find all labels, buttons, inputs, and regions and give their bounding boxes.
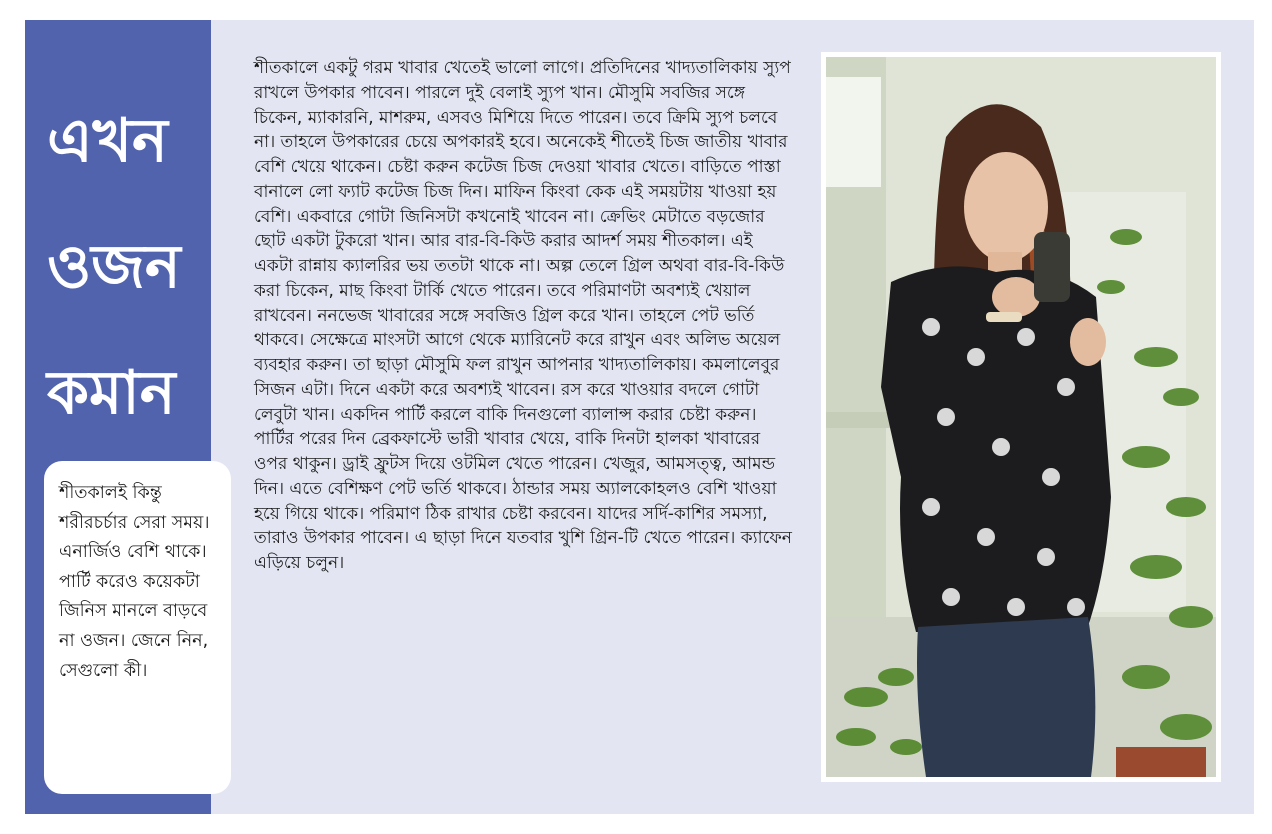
photo-hand (992, 277, 1040, 317)
photo-frame (821, 52, 1221, 782)
photo-jeans (917, 617, 1095, 777)
photo-hand-lower (1070, 318, 1106, 366)
intro-callout-text: শীতকালই কিন্তু শরীরচর্চার সেরা সময়। এনার্জিও বেশি থাকে। পার্টি করেও কয়েকটা জিনিস মানলে বাড়বে না ওজন। জেনে নিন, সেগুলো কী। (59, 483, 210, 681)
photo-bracelet (986, 312, 1022, 322)
headline (47, 78, 207, 456)
headline-line-3: কমান (47, 358, 176, 428)
article-body-text: শীতকালে একটু গরম খাবার খেতেই ভালো লাগে। প্রতিদিনের খাদ্যতালিকায় স্যুপ রাখলে উপকার পাবেন। পারলে দুই বেলাই স্যুপ খান। মৌসুমি সবজির সঙ্গে চিকেন, ম্যাকারনি, মাশরুম, এসবও মিশিয়ে দিতে পারেন। তবে ক্রিমি স্যুপ চলবে না। তাহলে উপকারের চেয়ে অপকারই হবে। অনেকেই শীতেই চিজ জাতীয় খাবার বেশি খেয়ে থাকেন। চেষ্টা করুন কটেজ চিজ দেওয়া খাবার খেতে। বাড়িতে পাস্তা বানালে লো ফ্যাট কটেজ চিজ দিন। মাফিন কিংবা কেক এই সময়টায় খাওয়া হয় বেশি। একবারে গোটা জিনিসটা কখনোই খাবেন না। ক্রেভিং মেটাতে বড়জোর ছোট একটা টুকরো খান। আর বার-বি-কিউ করার আদর্শ সময় শীতকাল। এই একটা রান্নায় ক্যালরির ভয় ততটা থাকে না। অল্প তেলে গ্রিল অথবা বার-বি-কিউ করা চিকেন, মাছ কিংবা টার্কি খেতে পারেন। তবে পরিমাণটা অবশ্যই খেয়াল রাখবেন। ননভেজ খাবারের সঙ্গে সবজিও গ্রিল করে খান। তাহলে পেট ভর্তি থাকবে। সেক্ষেত্রে মাংসটা আগে থেকে ম্যারিনেট করে রাখুন এবং অলিভ অয়েল ব্যবহার করুন। তা ছাড়া মৌসুমি ফল রাখুন আপনার খাদ্যতালিকায়। কমলালেবুর সিজন এটা। দিনে একটা করে অবশ্যই খাবেন। রস করে খাওয়ার বদলে গোটা লেবুটা খান। একদিন পার্টি করলে বাকি দিনগুলো ব্যালান্স করার চেষ্টা করুন। পার্টির পরের দিন ব্রেকফাস্টে ভারী খাবার খেয়ে, বাকি দিনটা হালকা খাবারের ওপর থাকুন। ড্রাই ফ্রুটস দিয়ে ওটমিল খেতে পারেন। খেজুর, আমসত্ত্ব, আমন্ড দিন। এতে বেশিক্ষণ পেট ভর্তি থাকবে। ঠান্ডার সময় অ্যালকোহলও বেশি খাওয়া হয়ে গিয়ে থাকে। পরিমাণ ঠিক রাখার চেষ্টা করবেন। যাদের সর্দি-কাশির সমস্যা, তারাও উপকার পাবেন। এ ছাড়া দিনে যতবার খুশি গ্রিন-টি খেতে পারেন। ক্যাফেন এড়িয়ে চলুন। (254, 58, 792, 573)
headline-line-1: এখন (47, 106, 168, 176)
photo-plant-pot (1116, 747, 1206, 777)
intro-callout-box (44, 461, 231, 794)
photo-mug (1034, 232, 1070, 302)
article-page (25, 20, 1254, 814)
woman-with-mug-photo (826, 57, 1216, 777)
headline-line-2: ওজন (47, 232, 181, 302)
photo-window (826, 77, 881, 187)
article-body-column (254, 56, 794, 576)
